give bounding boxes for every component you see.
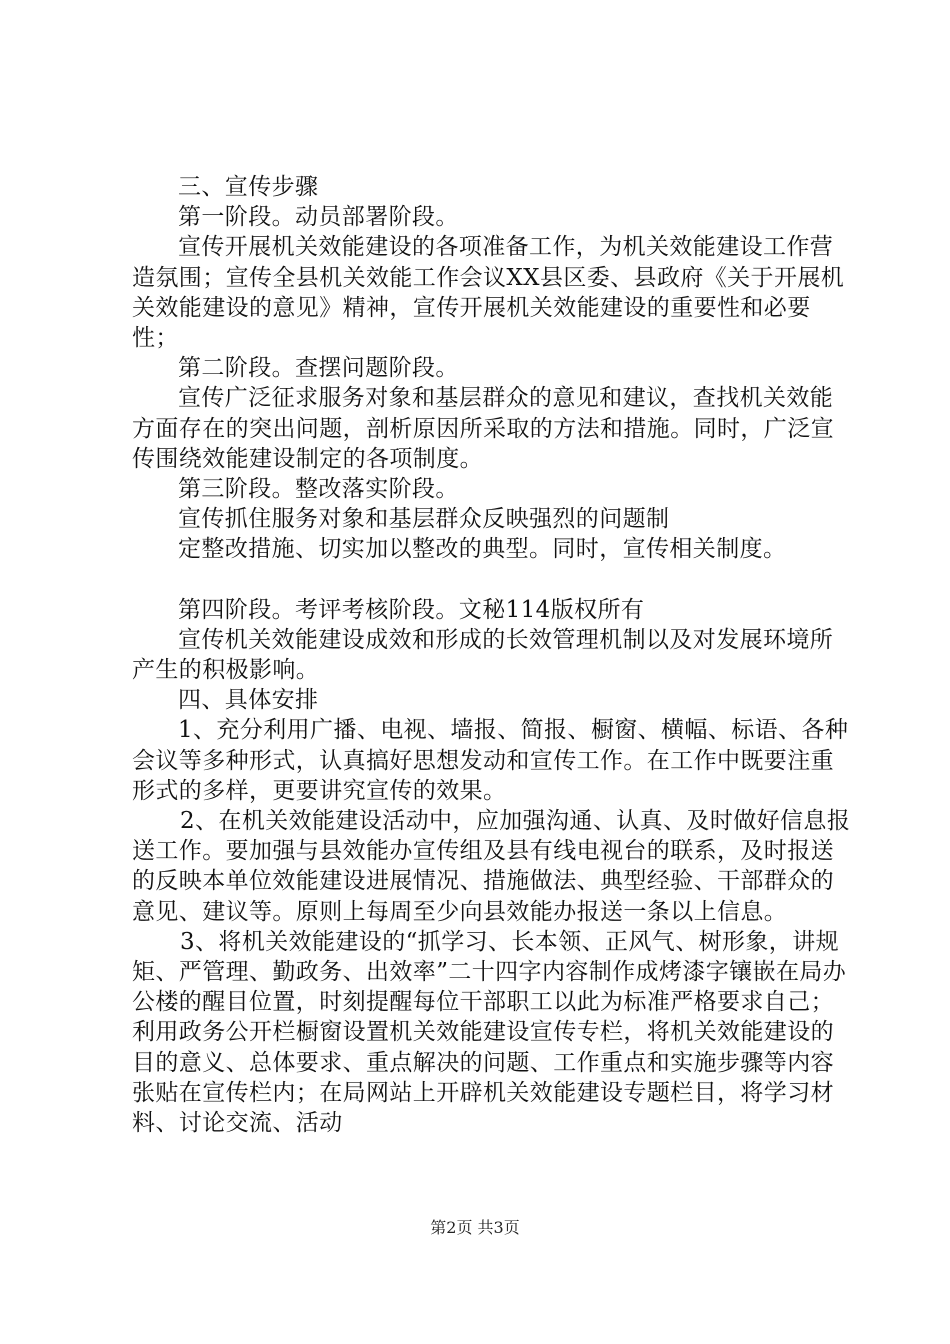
stage-2-paragraph: 宣传广泛征求服务对象和基层群众的意见和建议，查找机关效能方面存在的突出问题，剖析原因所采取的方法和措施。同时，广泛宣传围绕效能建设制定的各项制度。 (132, 385, 834, 472)
page-footer: 第2页 共3页 (430, 1218, 520, 1237)
stage-4-heading: 第四阶段。考评考核阶段。文秘114版权所有 (178, 596, 645, 623)
section-heading-4: 四、具体安排 (178, 687, 319, 714)
paragraph-gap (132, 565, 852, 595)
stage-1-paragraph: 宣传开展机关效能建设的各项准备工作，为机关效能建设工作营造氛围；宣传全县机关效能工作会议XX县区委、县政府《关于开展机关效能建设的意见》精神，宣传开展机关效能建设的重要性和必要性； (132, 234, 845, 352)
stage-3-heading: 第三阶段。整改落实阶段。 (178, 476, 459, 503)
stage-3-paragraph-line-1: 宣传抓住服务对象和基层群众反映强烈的问题制 (178, 506, 670, 533)
stage-3-paragraph-line-2: 定整改措施、切实加以整改的典型。同时，宣传相关制度。 (178, 536, 787, 563)
stage-1-heading: 第一阶段。动员部署阶段。 (178, 204, 459, 231)
arrangement-item-2: 2、在机关效能建设活动中，应加强沟通、认真、及时做好信息报送工作。要加强与县效能办宣传组及县有线电视台的联系，及时报送的反映本单位效能建设进展情况、措施做法、典型经验、干部群众的意见、建议等。原则上每周至少向县效能办报送一条以上信息。 (132, 808, 851, 925)
document-body (132, 172, 852, 1138)
arrangement-item-3: 3、将机关效能建设的“抓学习、长本领、正风气、树形象，讲规矩、严管理、勤政务、出效率”二十四字内容制作成烤漆字镶嵌在局办公楼的醒目位置，时刻提醒每位干部职工以此为标准严格要求自己；利用政务公开栏橱窗设置机关效能建设宣传专栏，将机关效能建设的目的意义、总体要求、重点解决的问题、工作重点和实施步骤等内容张贴在宣传栏内；在局网站上开辟机关效能建设专题栏目，将学习材料、讨论交流、活动 (132, 928, 847, 1137)
section-heading-3: 三、宣传步骤 (178, 174, 319, 200)
stage-4-paragraph: 宣传机关效能建设成效和形成的长效管理机制以及对发展环境所产生的积极影响。 (132, 626, 834, 684)
stage-2-heading: 第二阶段。查摆问题阶段。 (178, 355, 459, 382)
arrangement-item-1: 1、充分利用广播、电视、墙报、简报、橱窗、横幅、标语、各种会议等多种形式，认真搞好思想发动和宣传工作。在工作中既要注重形式的多样，更要讲究宣传的效果。 (132, 717, 849, 804)
